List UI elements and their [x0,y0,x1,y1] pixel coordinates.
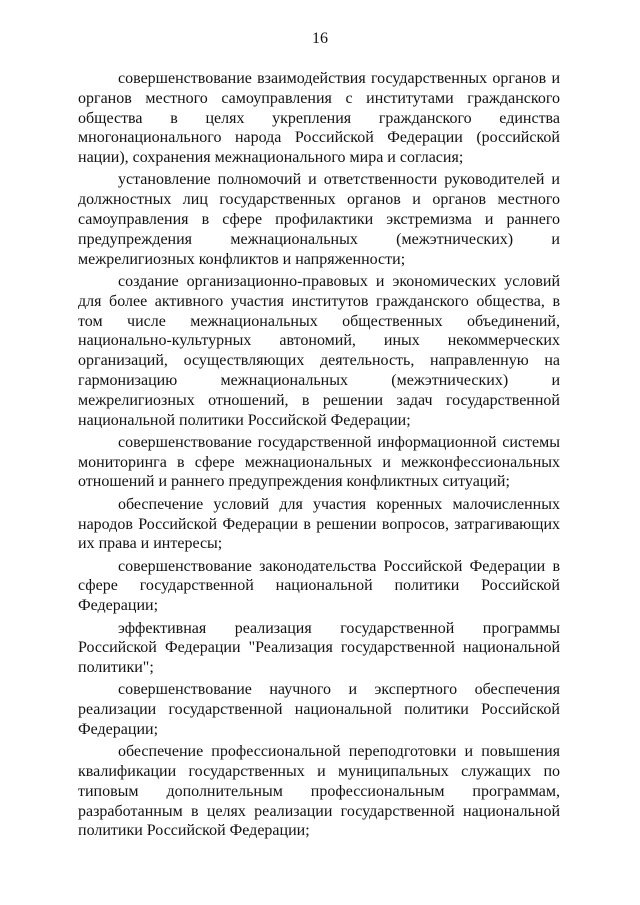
paragraph-5: обеспечение условий для участия коренных малочисленных народов Российской Федерации в решении вопросов, затрагивающих их права и интересы; [78,495,560,553]
paragraph-6: совершенствование законодательства Российской Федерации в сфере государственной национальной политики Российской Федерации; [78,557,560,615]
paragraph-2: установление полномочий и ответственности руководителей и должностных лиц государственных органов и органов местного самоуправления в сфере профилактики экстремизма и раннего предупреждения межнациональных (межэтнических) и межрелигиозных конфликтов и напряженности; [78,171,560,268]
paragraph-9: обеспечение профессиональной переподготовки и повышения квалификации государственных и муниципальных служащих по типовым дополнительным профессиональным программам, разработанным в целях реализации государственной национальной политики Российской Федерации; [78,743,560,840]
document-body [78,69,560,844]
paragraph-4: совершенствование государственной информационной системы мониторинга в сфере межнациональных и межконфессиональных отношений и раннего предупреждения конфликтных ситуаций; [78,433,560,491]
page-number: 16 [312,30,328,47]
paragraph-7: эффективная реализация государственной программы Российской Федерации "Реализация государственной национальной политики"; [78,619,560,677]
paragraph-8: совершенствование научного и экспертного обеспечения реализации государственной национальной политики Российской Федерации; [78,681,560,738]
paragraph-1: совершенствование взаимодействия государственных органов и органов местного самоуправления с институтами гражданского общества в целях укрепления гражданского единства многонационального народа Российской Федерации (российской нации), сохранения межнационального мира и согласия; [78,70,560,167]
paragraph-3: создание организационно-правовых и экономических условий для более активного участия институтов гражданского общества, в том числе межнациональных общественных объединений, национально-культурных автономий, иных некоммерческих организаций, осуществляющих деятельность, направленную на гармонизацию межнациональных (межэтнических) и межрелигиозных отношений, в решении задач государственной национальной политики Российской Федерации; [78,272,560,429]
